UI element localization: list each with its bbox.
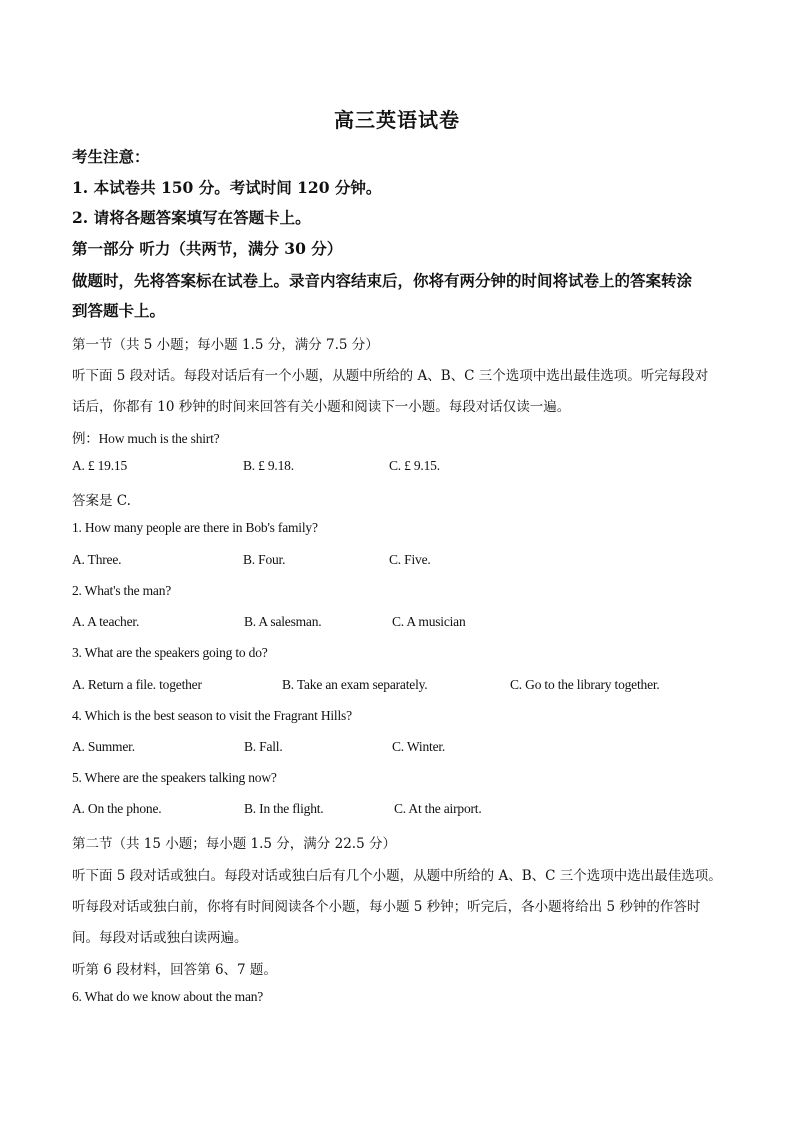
example-option-a: A. £ 19.15	[72, 458, 127, 473]
question-2-option-a: A. A teacher.	[72, 614, 140, 629]
part1-instruction-line-2: 到答题卡上。	[72, 301, 166, 320]
section2-instruction-line-2: 听每段对话或独白前，你将有时间阅读各个小题，每小题 5 秒钟；听完后，各小题将给出 5 秒钟的作答时	[72, 899, 701, 915]
question-3-option-b: B. Take an exam separately.	[282, 677, 428, 692]
question-1-option-b: B. Four.	[243, 552, 286, 567]
question-4-option-c: C. Winter.	[392, 739, 446, 754]
question-3: 3. What are the speakers going to do?	[72, 645, 268, 660]
question-3-option-c: C. Go to the library together.	[510, 677, 660, 692]
example-option-b: B. £ 9.18.	[243, 458, 294, 473]
notice-item-1: 1. 本试卷共 150 分。考试时间 120 分钟。	[72, 178, 382, 197]
question-4: 4. Which is the best season to visit the Fragrant Hills?	[72, 708, 352, 723]
question-2: 2. What's the man?	[72, 583, 172, 598]
question-4-option-a: A. Summer.	[72, 739, 135, 754]
section2-heading: 第二节（共 15 小题；每小题 1.5 分，满分 22.5 分）	[72, 836, 396, 852]
question-1-option-a: A. Three.	[72, 552, 122, 567]
part1-instruction-line-1: 做题时，先将答案标在试卷上。录音内容结束后，你将有两分钟的时间将试卷上的答案转涂	[72, 271, 693, 290]
question-1-option-c: C. Five.	[389, 552, 431, 567]
part1-heading: 第一部分 听力（共两节，满分 30 分）	[72, 239, 343, 258]
question-5-option-c: C. At the airport.	[394, 801, 482, 816]
section1-instruction-line-1: 听下面 5 段对话。每段对话后有一个小题，从题中所给的 A、B、C 三个选项中选出最佳选项。听完每段对	[72, 368, 709, 384]
notice-item-2: 2. 请将各题答案填写在答题卡上。	[72, 208, 311, 227]
section2-instruction-line-3: 间。每段对话或独白读两遍。	[72, 930, 248, 946]
question-3-option-a: A. Return a file. together	[72, 677, 202, 692]
notice-heading: 考生注意：	[72, 147, 150, 166]
question-4-option-b: B. Fall.	[244, 739, 283, 754]
question-5: 5. Where are the speakers talking now?	[72, 770, 277, 785]
section2-instruction-line-1: 听下面 5 段对话或独白。每段对话或独白后有几个小题，从题中所给的 A、B、C 三个选项中选出最佳选项。	[72, 868, 722, 884]
example-option-c: C. £ 9.15.	[389, 458, 440, 473]
question-6: 6. What do we know about the man?	[72, 989, 264, 1004]
question-2-option-b: B. A salesman.	[244, 614, 322, 629]
question-2-option-c: C. A musician	[392, 614, 466, 629]
section1-instruction-line-2: 话后，你都有 10 秒钟的时间来回答有关小题和阅读下一小题。每段对话仅读一遍。	[72, 399, 571, 415]
example-answer: 答案是 C.	[72, 493, 131, 509]
example-question: 例：How much is the shirt?	[72, 431, 220, 446]
question-5-option-b: B. In the flight.	[244, 801, 324, 816]
question-5-option-a: A. On the phone.	[72, 801, 162, 816]
section1-heading: 第一节（共 5 小题；每小题 1.5 分，满分 7.5 分）	[72, 337, 379, 353]
question-1: 1. How many people are there in Bob's family?	[72, 520, 318, 535]
material-6-instruction: 听第 6 段材料，回答第 6、7 题。	[72, 962, 277, 978]
page-title: 高三英语试卷	[334, 108, 460, 132]
